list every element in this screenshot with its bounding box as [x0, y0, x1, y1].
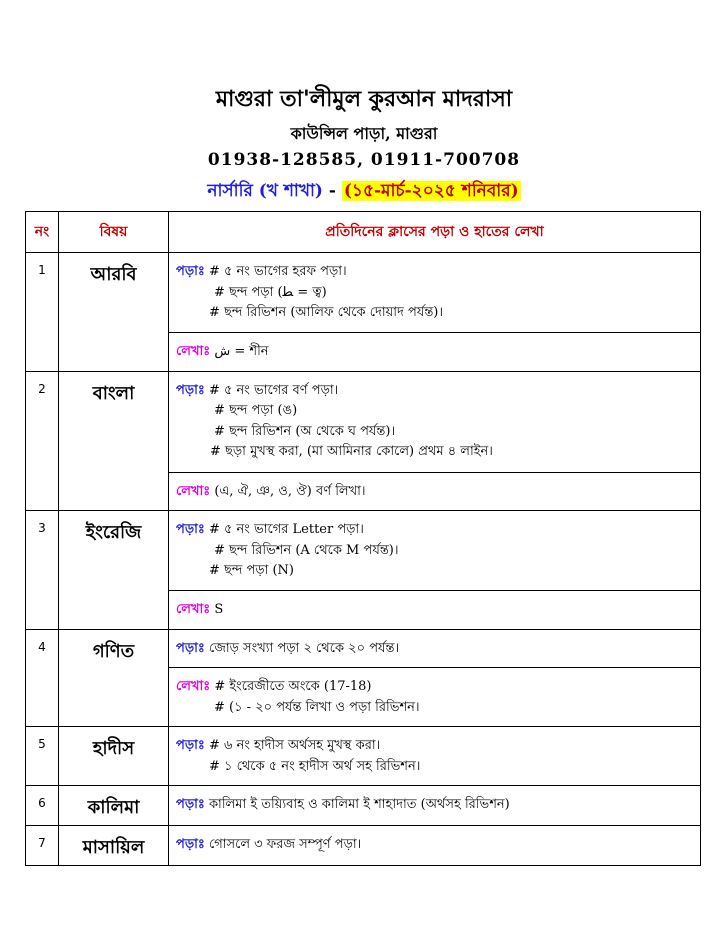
reading-cell: [169, 727, 701, 786]
subject-name: কালিমা: [59, 786, 169, 826]
read-label: পড়াঃ: [176, 837, 205, 852]
table-row: [26, 629, 701, 668]
header-task: প্রতিদিনের ক্লাসের পড়া ও হাতের লেখা: [169, 212, 701, 253]
read-line: # ৫ নং ভাগের হরফ পড়া।: [208, 264, 347, 279]
write-label: লেখাঃ: [176, 602, 211, 617]
class-label: নার্সারি (খ শাখা): [207, 181, 323, 201]
reading-cell: [169, 253, 701, 333]
read-label: পড়াঃ: [176, 640, 205, 656]
header-no: নং: [26, 212, 59, 253]
subject-name: গণিত: [59, 629, 169, 727]
read-line: # ৫ নং ভাগের বর্ণ পড়া।: [208, 382, 339, 398]
row-number: 6: [26, 786, 59, 826]
read-line: জোড় সংখ্যা পড়া ২ থেকে ২০ পর্যন্ত।: [208, 640, 400, 656]
madrasa-address: কাউন্সিল পাড়া, মাগুরা: [290, 124, 438, 143]
read-line: কালিমা ই তয়্যিবাহ ও কালিমা ই শাহাদাত (অর্থসহ রিভিশন): [208, 797, 510, 812]
writing-cell: [169, 591, 701, 630]
read-line: # ৬ নং হাদীস অর্থসহ মুখস্থ করা।: [208, 738, 381, 753]
phone-numbers: 01938-128585, 01911-700708: [207, 150, 521, 170]
table-row: [26, 786, 701, 826]
reading-cell: [169, 371, 701, 472]
read-label: পড়াঃ: [176, 738, 205, 753]
table-row: [26, 371, 701, 472]
read-label: পড়াঃ: [176, 797, 205, 812]
read-line: গোসলে ৩ ফরজ সম্পূর্ণ পড়া।: [208, 837, 362, 852]
read-label: পড়াঃ: [176, 522, 205, 537]
writing-cell: [169, 472, 701, 511]
write-line: # (১ - ২০ পর্যন্ত লিখা ও পড়া রিভিশন।: [214, 699, 420, 715]
table-row: [26, 253, 701, 333]
reading-cell: [169, 629, 701, 668]
read-line: # ছন্দ রিভিশন (অ থেকে ঘ পর্যন্ত)।: [214, 423, 396, 439]
write-line: ش = শীন: [214, 344, 269, 359]
read-line: # ছন্দ পড়া (ﻄ = ত্ব): [214, 284, 327, 300]
reading-cell: [169, 786, 701, 826]
lesson-table: [25, 211, 701, 866]
read-line: # ১ থেকে ৫ নং হাদীস অর্থ সহ রিভিশন।: [209, 758, 421, 774]
subject-name: বাংলা: [59, 371, 169, 511]
read-line: # ছন্দ রিভিশন (আলিফ থেকে দোয়াদ পর্যন্ত)।: [209, 305, 444, 320]
reading-cell: [169, 511, 701, 591]
read-line: # ছন্দ রিভিশন (A থেকে M পর্যন্ত)।: [214, 542, 399, 558]
read-line: # ছন্দ পড়া (ঙ): [214, 403, 298, 418]
table-header-row: [26, 212, 701, 253]
header-subject: বিষয়: [59, 212, 169, 253]
subject-name: ইংরেজি: [59, 511, 169, 630]
separator: -: [328, 181, 336, 201]
write-label: লেখাঃ: [176, 344, 211, 359]
table-row: [26, 826, 701, 866]
write-line: S: [214, 602, 224, 617]
date-label: (১৫-মার্চ-২০২৫ শনিবার): [343, 181, 519, 201]
table-row: [26, 511, 701, 591]
subject-name: মাসায়িল: [59, 826, 169, 866]
reading-cell: [169, 826, 701, 866]
read-label: পড়াঃ: [176, 382, 205, 398]
row-number: 5: [26, 727, 59, 786]
writing-cell: [169, 668, 701, 727]
row-number: 3: [26, 511, 59, 630]
read-label: পড়াঃ: [176, 264, 205, 279]
row-number: 4: [26, 629, 59, 727]
read-line: # ৫ নং ভাগের Letter পড়া।: [208, 522, 364, 537]
write-line: # ইংরেজীতে অংকে (17-18): [214, 679, 372, 694]
madrasa-title: মাগুরা তা'লীমুল কুরআন মাদরাসা: [215, 86, 513, 112]
subject-name: আরবি: [59, 253, 169, 372]
write-label: লেখাঃ: [176, 483, 211, 499]
writing-cell: [169, 333, 701, 372]
row-number: 7: [26, 826, 59, 866]
subject-name: হাদীস: [59, 727, 169, 786]
table-row: [26, 727, 701, 786]
row-number: 2: [26, 371, 59, 511]
row-number: 1: [26, 253, 59, 372]
class-date-line: [0, 178, 728, 206]
write-line: (এ, ঐ, ঞ, ও, ঔ) বর্ণ লিখা।: [214, 483, 366, 499]
read-line: # ছড়া মুখস্থ করা, (মা আমিনার কোলে) প্রথম ৪ লাইন।: [210, 444, 493, 459]
read-line: # ছন্দ পড়া (N): [209, 563, 294, 578]
write-label: লেখাঃ: [176, 679, 211, 694]
